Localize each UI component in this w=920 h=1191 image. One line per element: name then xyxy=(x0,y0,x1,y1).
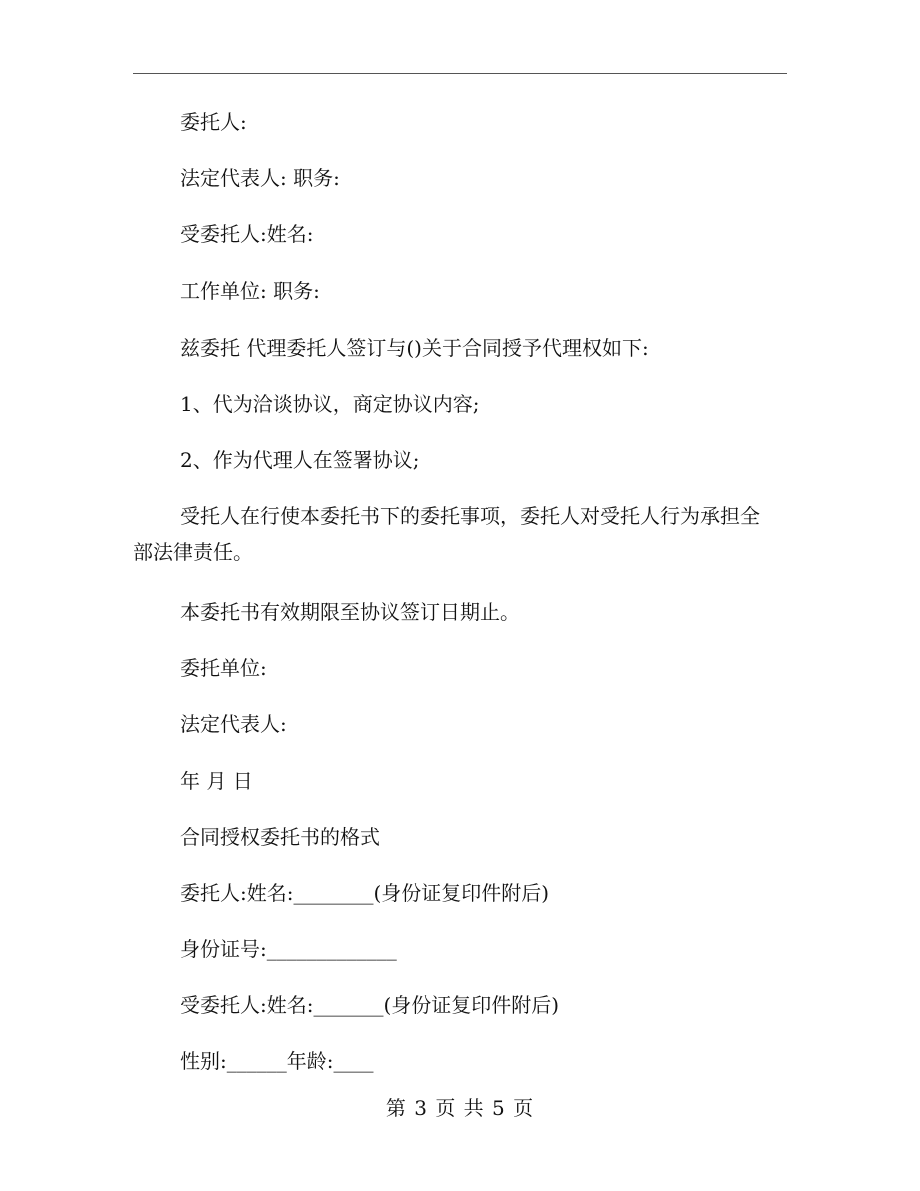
page-number-footer: 第 3 页 共 5 页 xyxy=(385,1096,535,1120)
line-legal-representative-sign: 法定代表人: xyxy=(180,712,287,736)
line-agent-name: 受委托人:姓名: xyxy=(180,222,314,246)
line-legal-representative: 法定代表人: 职务: xyxy=(180,166,340,190)
line-agent-name-field: 受委托人:姓名:_______(身份证复印件附后) xyxy=(180,993,560,1017)
line-item-2: 2、作为代理人在签署协议; xyxy=(180,448,420,472)
line-gender-age-field: 性别:______年龄:____ xyxy=(180,1049,374,1073)
line-date: 年 月 日 xyxy=(180,769,253,793)
paragraph-responsibility: 受托人在行使本委托书下的委托事项，委托人对受托人行为承担全部法律责任。 xyxy=(133,504,760,564)
section-heading-format: 合同授权委托书的格式 xyxy=(180,825,380,849)
line-validity: 本委托书有效期限至协议签订日期止。 xyxy=(180,600,520,624)
line-principal-unit: 委托单位: xyxy=(180,656,267,680)
line-id-number-field: 身份证号:_____________ xyxy=(180,937,397,961)
header-rule xyxy=(133,73,787,74)
line-principal: 委托人: xyxy=(180,110,247,134)
line-item-1: 1、代为洽谈协议，商定协议内容; xyxy=(180,392,480,416)
line-authorization-intro: 兹委托 代理委托人签订与()关于合同授予代理权如下: xyxy=(180,336,649,360)
line-work-unit: 工作单位: 职务: xyxy=(180,279,320,303)
line-principal-name-field: 委托人:姓名:________(身份证复印件附后) xyxy=(180,881,550,905)
